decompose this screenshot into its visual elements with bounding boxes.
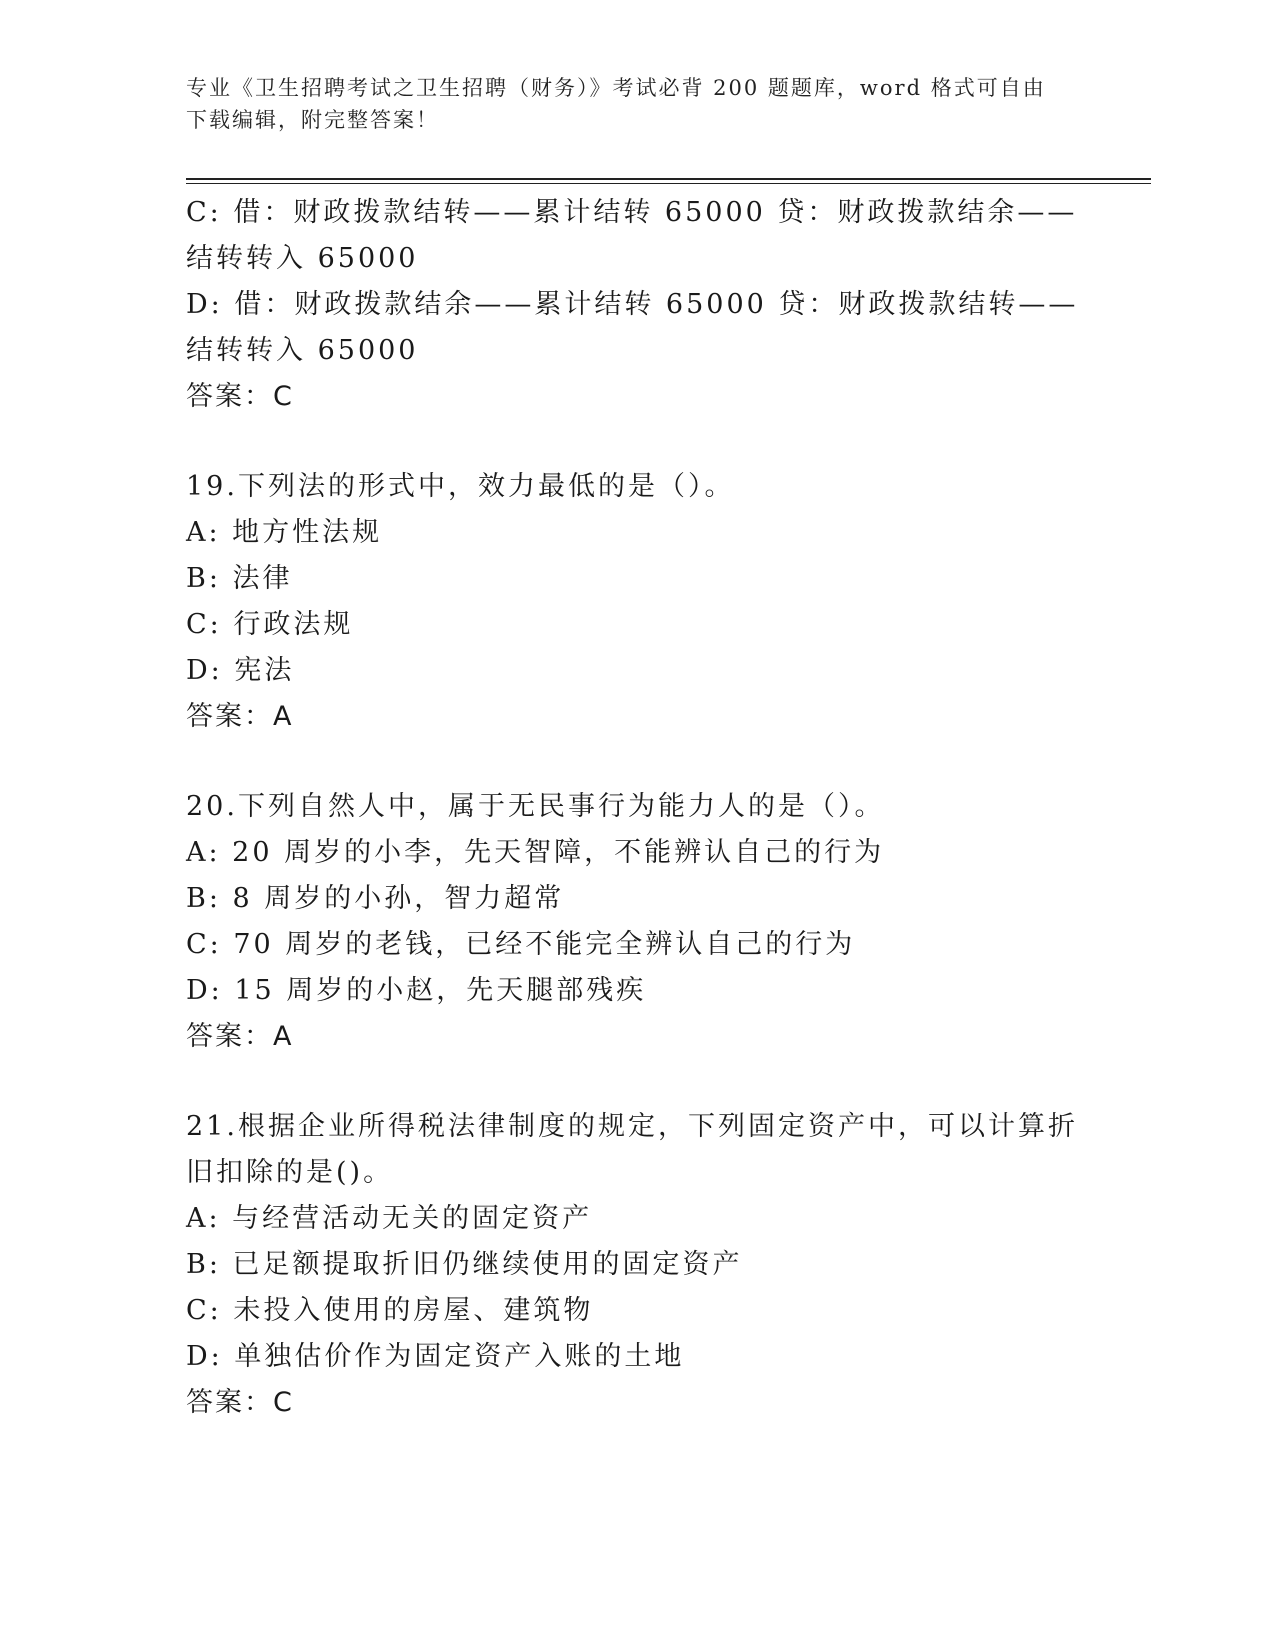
answer-line: 答案：A xyxy=(186,1021,294,1052)
question-block-20 xyxy=(186,784,1106,1060)
question-title: 19.下列法的形式中，效力最低的是（）。 xyxy=(186,471,735,502)
option-a: A: 地方性法规 xyxy=(186,517,383,548)
option-d: D: 借：财政拨款结余——累计结转 65000 贷：财政拨款结转——结转转入 65000 xyxy=(186,289,1079,366)
option-c: C: 行政法规 xyxy=(186,609,354,640)
header-rule-thin xyxy=(186,183,1151,184)
option-b: B: 法律 xyxy=(186,563,293,594)
option-d: D: 15 周岁的小赵，先天腿部残疾 xyxy=(186,975,647,1006)
header-rule-thick xyxy=(186,178,1151,180)
question-block-21 xyxy=(186,1104,1106,1426)
option-a: A: 20 周岁的小李，先天智障，不能辨认自己的行为 xyxy=(186,837,885,868)
option-a: A: 与经营活动无关的固定资产 xyxy=(186,1203,593,1234)
question-title: 21.根据企业所得税法律制度的规定，下列固定资产中，可以计算折旧扣除的是()。 xyxy=(186,1111,1078,1188)
option-c: C: 借：财政拨款结转——累计结转 65000 贷：财政拨款结余——结转转入 65000 xyxy=(186,197,1078,274)
answer-line: 答案：C xyxy=(186,1387,294,1418)
option-c: C: 70 周岁的老钱，已经不能完全辨认自己的行为 xyxy=(186,929,856,960)
question-block-prev xyxy=(186,190,1106,420)
document-body xyxy=(186,190,1106,1426)
option-d: D: 宪法 xyxy=(186,655,295,686)
option-b: B: 已足额提取折旧仍继续使用的固定资产 xyxy=(186,1249,743,1280)
question-title: 20.下列自然人中，属于无民事行为能力人的是（）。 xyxy=(186,791,885,822)
document-header: 专业《卫生招聘考试之卫生招聘（财务）》考试必背 200 题题库，word 格式可自由下载编辑，附完整答案！ xyxy=(186,76,1046,132)
option-d: D: 单独估价作为固定资产入账的土地 xyxy=(186,1341,685,1372)
answer-line: 答案：C xyxy=(186,381,294,412)
question-block-19 xyxy=(186,464,1106,740)
option-c: C: 未投入使用的房屋、建筑物 xyxy=(186,1295,594,1326)
answer-line: 答案：A xyxy=(186,701,294,732)
option-b: B: 8 周岁的小孙，智力超常 xyxy=(186,883,565,914)
